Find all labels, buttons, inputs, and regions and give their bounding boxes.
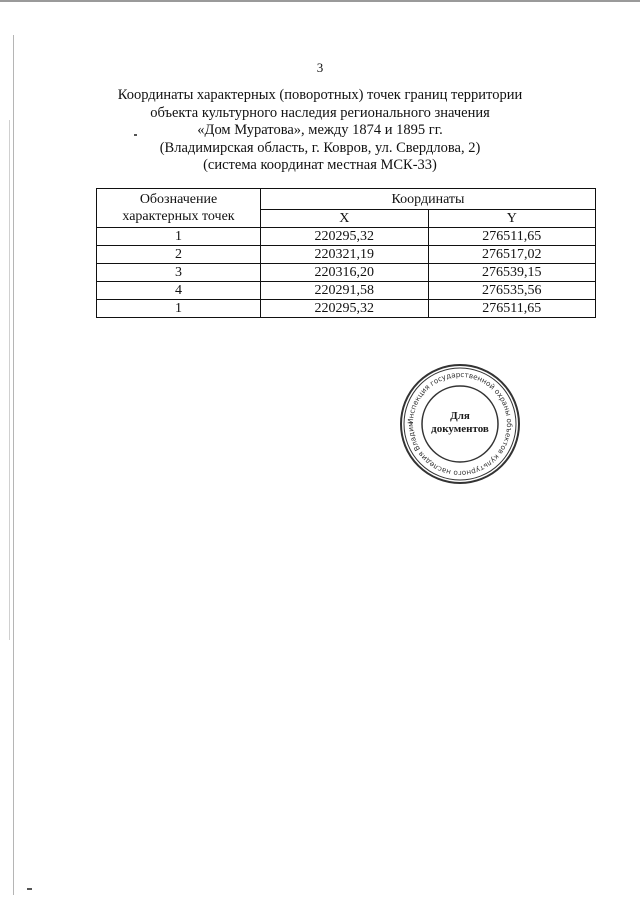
y-cell: 276535,56: [428, 282, 596, 300]
point-cell: 1: [97, 228, 261, 246]
table-row: [97, 282, 596, 300]
x-cell: 220295,32: [261, 300, 429, 318]
x-cell: 220316,20: [261, 264, 429, 282]
stamp-center-line: Для: [450, 410, 470, 422]
y-cell: 276511,65: [428, 228, 596, 246]
scan-edge-top: [0, 0, 640, 2]
table-row: [97, 228, 596, 246]
document-heading: [70, 87, 570, 175]
designation-header-line: Обозначение: [139, 192, 218, 207]
y-header: Y: [428, 210, 596, 228]
coordinates-header: Координаты: [261, 189, 596, 210]
x-cell: 220295,32: [261, 228, 429, 246]
x-cell: 220321,19: [261, 246, 429, 264]
y-cell: 276539,15: [428, 264, 596, 282]
point-cell: 1: [97, 300, 261, 318]
heading-line: объекта культурного наследия регионального значения: [150, 104, 490, 121]
table-row: [97, 300, 596, 318]
scan-edge-left-inner: [9, 120, 10, 640]
point-cell: 2: [97, 246, 261, 264]
stamp-center-line: документов: [431, 423, 489, 435]
stamp-ring-text: Инспекция государственной охраны объектов культурного наследия Владим: [405, 369, 515, 479]
heading-line: «Дом Муратова», между 1874 и 1895 гг.: [197, 122, 443, 138]
table-row: [97, 246, 596, 264]
heading-line: Координаты характерных (поворотных) точек границ территории: [117, 87, 523, 103]
scan-speck: [27, 888, 32, 890]
x-cell: 220291,58: [261, 282, 429, 300]
coordinates-table: [96, 188, 596, 318]
stamp-center-text: [398, 410, 522, 436]
y-cell: 276511,65: [428, 300, 596, 318]
page-number: 3: [316, 60, 324, 75]
heading-line: (Владимирская область, г. Ковров, ул. Свердлова, 2): [159, 139, 481, 156]
table-row: [97, 264, 596, 282]
designation-header: [97, 189, 261, 228]
official-stamp: [398, 362, 522, 486]
heading-line: (система координат местная МСК-33): [203, 157, 437, 173]
designation-header-line: характерных точек: [122, 209, 235, 224]
scan-edge-left: [13, 35, 14, 895]
point-cell: 4: [97, 282, 261, 300]
y-cell: 276517,02: [428, 246, 596, 264]
point-cell: 3: [97, 264, 261, 282]
x-header: X: [261, 210, 429, 228]
